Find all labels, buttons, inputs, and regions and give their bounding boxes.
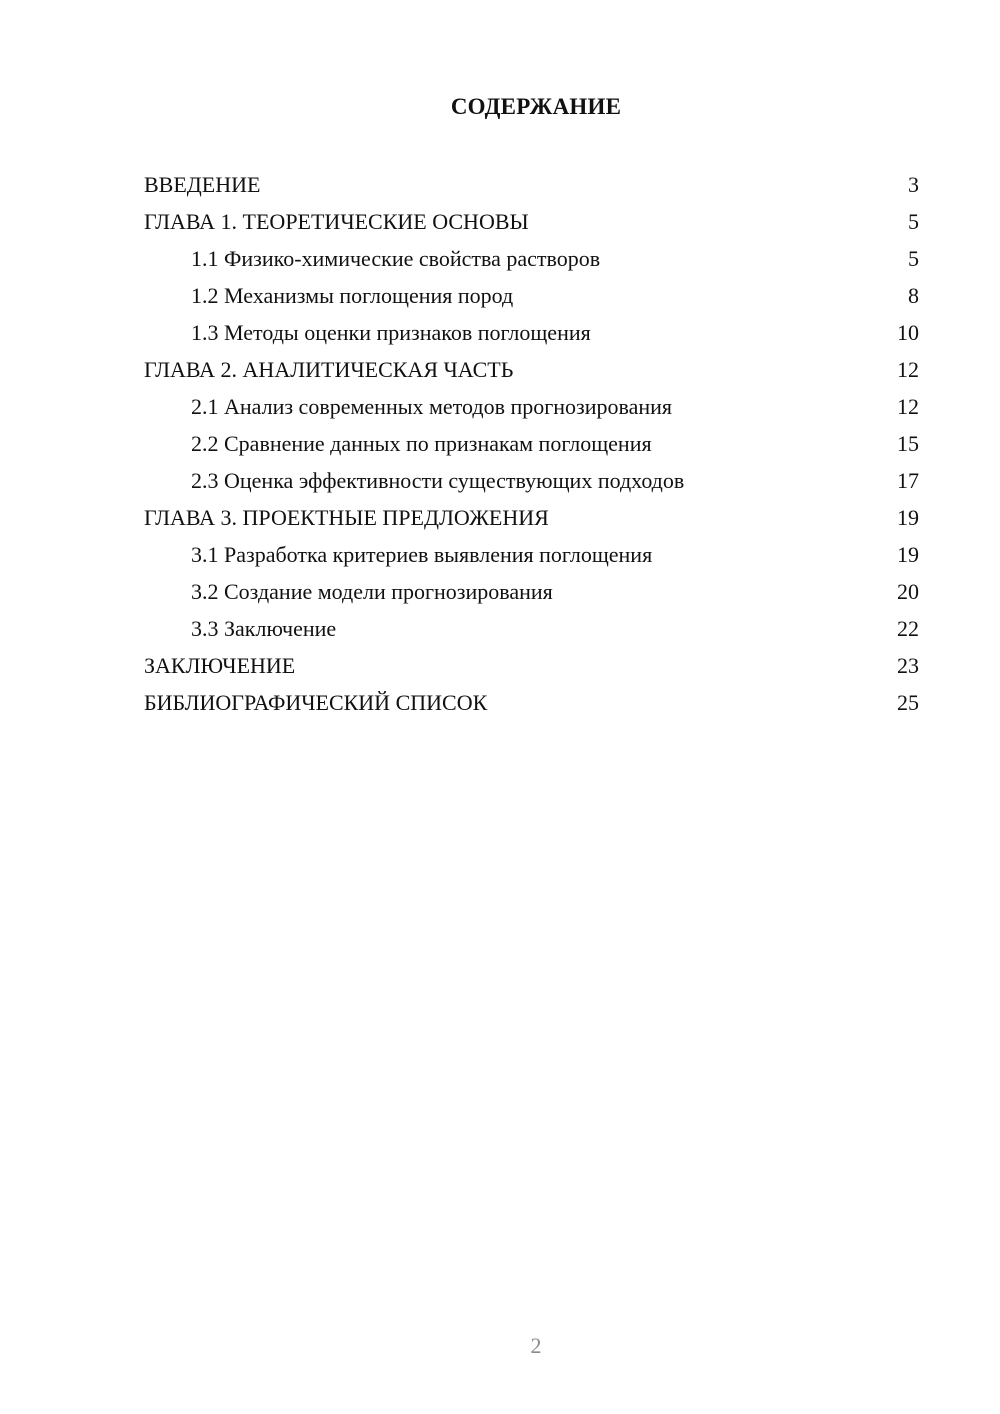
table-of-contents: [144, 166, 919, 721]
toc-entry-section-3-1[interactable]: [144, 536, 919, 573]
toc-entry-page: 20: [897, 579, 919, 604]
toc-entry-chapter-2[interactable]: [144, 351, 919, 388]
toc-entry-label: 1.1 Физико-химические свойства растворов: [191, 246, 601, 271]
toc-entry-label: 1.2 Механизмы поглощения пород: [191, 283, 514, 308]
toc-entry-section-1-3[interactable]: [144, 314, 919, 351]
toc-entry-label: ГЛАВА 3. ПРОЕКТНЫЕ ПРЕДЛОЖЕНИЯ: [144, 505, 549, 530]
toc-entry-page: 10: [897, 320, 919, 345]
toc-entry-section-3-2[interactable]: [144, 573, 919, 610]
toc-entry-label: ГЛАВА 2. АНАЛИТИЧЕСКАЯ ЧАСТЬ: [144, 357, 514, 382]
toc-entry-label: БИБЛИОГРАФИЧЕСКИЙ СПИСОК: [144, 690, 488, 715]
toc-entry-section-3-3[interactable]: [144, 610, 919, 647]
page-number: 2: [530, 1333, 542, 1358]
toc-entry-page: 17: [897, 468, 919, 493]
toc-entry-section-2-3[interactable]: [144, 462, 919, 499]
toc-entry-page: 3: [908, 172, 919, 197]
toc-entry-page: 12: [897, 357, 919, 382]
toc-entry-bibliography[interactable]: [144, 684, 919, 721]
toc-entry-section-1-1[interactable]: [144, 240, 919, 277]
toc-entry-label: 3.3 Заключение: [191, 616, 337, 641]
toc-entry-page: 25: [897, 690, 919, 715]
toc-entry-label: ВВЕДЕНИЕ: [144, 172, 261, 197]
toc-entry-label: 2.3 Оценка эффективности существующих подходов: [191, 468, 685, 493]
toc-entry-label: 2.2 Сравнение данных по признакам поглощения: [191, 431, 652, 456]
toc-entry-chapter-1[interactable]: [144, 203, 919, 240]
toc-entry-page: 19: [897, 505, 919, 530]
toc-entry-page: 23: [897, 653, 919, 678]
toc-entry-page: 15: [897, 431, 919, 456]
toc-entry-label: 1.3 Методы оценки признаков поглощения: [191, 320, 591, 345]
toc-entry-section-1-2[interactable]: [144, 277, 919, 314]
toc-entry-label: 3.1 Разработка критериев выявления поглощения: [191, 542, 653, 567]
toc-entry-page: 5: [908, 209, 919, 234]
toc-entry-section-2-2[interactable]: [144, 425, 919, 462]
toc-entry-page: 19: [897, 542, 919, 567]
toc-entry-page: 22: [897, 616, 919, 641]
toc-entry-page: 5: [908, 246, 919, 271]
toc-entry-conclusion[interactable]: [144, 647, 919, 684]
toc-entry-chapter-3[interactable]: [144, 499, 919, 536]
toc-entry-introduction[interactable]: [144, 166, 919, 203]
toc-entry-label: 2.1 Анализ современных методов прогнозирования: [191, 394, 673, 419]
toc-entry-label: ЗАКЛЮЧЕНИЕ: [144, 653, 296, 678]
toc-entry-label: ГЛАВА 1. ТЕОРЕТИЧЕСКИЕ ОСНОВЫ: [144, 209, 529, 234]
page-title: СОДЕРЖАНИЕ: [450, 94, 622, 119]
toc-entry-label: 3.2 Создание модели прогнозирования: [191, 579, 553, 604]
toc-entry-section-2-1[interactable]: [144, 388, 919, 425]
toc-entry-page: 12: [897, 394, 919, 419]
toc-entry-page: 8: [908, 283, 919, 308]
